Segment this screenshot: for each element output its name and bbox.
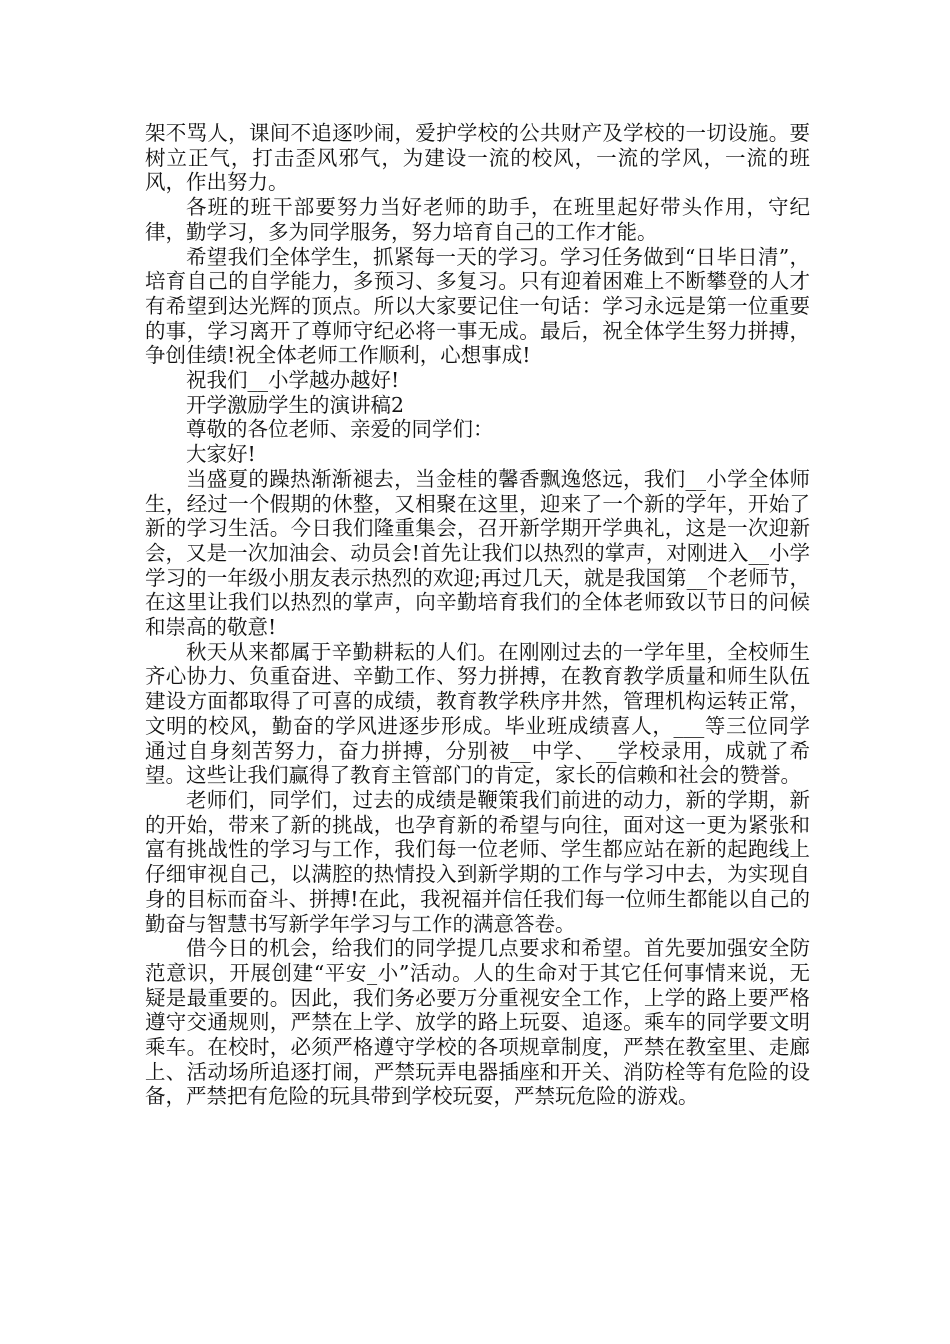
paragraph: 秋天从来都属于辛勤耕耘的人们。在刚刚过去的一学年里，全校师生齐心协力、负重奋进、辛勤工作、努力拼搏，在教育教学质量和师生队伍建设方面都取得了可喜的成绩，教育教学秩序井然，管理机构运转正常，文明的校风，勤奋的学风进逐步形成。毕业班成绩喜人，___等三位同学通过自身刻苦努力，奋力拼搏，分别被__中学、__学校录用，成就了希望。这些让我们赢得了教育主管部门的肯定，家长的信赖和社会的赞誉。	[145, 639, 810, 788]
greeting: 大家好!	[186, 442, 256, 467]
paragraph: 架不骂人，课间不追逐吵闹，爱护学校的公共财产及学校的一切设施。要树立正气，打击歪风邪气，为建设一流的校风，一流的学风，一流的班风，作出努力。	[145, 121, 810, 195]
paragraph: 老师们，同学们，过去的成绩是鞭策我们前进的动力，新的学期，新的开始，带来了新的挑战，也孕育新的希望与向往，面对这一更为紧张和富有挑战性的学习与工作，我们每一位老师、学生都应站在新的起跑线上仔细审视自己，以满腔的热情投入到新学期的工作与学习中去，为实现自身的目标而奋斗、拼搏!在此，我祝福并信任我们每一位师生都能以自己的勤奋与智慧书写新学年学习与工作的满意答卷。	[145, 787, 810, 936]
salutation: 尊敬的各位老师、亲爱的同学们：	[186, 417, 494, 442]
paragraph: 当盛夏的躁热渐渐褪去，当金桂的馨香飘逸悠远，我们__小学全体师生，经过一个假期的休整，又相聚在这里，迎来了一个新的学年，开始了新的学习生活。今日我们隆重集会，召开新学期开学典礼，这是一次迎新会，又是一次加油会、动员会!首先让我们以热烈的掌声，对刚进入__小学学习的一年级小朋友表示热烈的欢迎;再过几天，就是我国第__个老师节，在这里让我们以热烈的掌声，向辛勤培育我们的全体老师致以节日的问候和崇高的敬意!	[145, 466, 810, 640]
paragraph: 各班的班干部要努力当好老师的助手，在班里起好带头作用，守纪律，勤学习，多为同学服务，努力培育自己的工作才能。	[145, 195, 810, 244]
document-body	[145, 121, 810, 1109]
paragraph: 借今日的机会，给我们的同学提几点要求和希望。首先要加强安全防范意识，开展创建“平安_小”活动。人的生命对于其它任何事情来说，无疑是最重要的。因此，我们务必要万分重视安全工作，上学的路上要严格遵守交通规则，严禁在上学、放学的路上玩耍、追逐。乘车的同学要文明乘车。在校时，必须严格遵守学校的各项规章制度，严禁在教室里、走廊上、活动场所追逐打闹，严禁玩弄电器插座和开关、消防栓等有危险的设备，严禁把有危险的玩具带到学校玩耍，严禁玩危险的游戏。	[145, 936, 810, 1109]
paragraph: 希望我们全体学生，抓紧每一天的学习。学习任务做到“日毕日清”，培育自己的自学能力，多预习、多复习。只有迎着困难上不断攀登的人才有希望到达光辉的顶点。所以大家要记住一句话：学习永远是第一位重要的事，学习离开了尊师守纪必将一事无成。最后，祝全体学生努力拼搏，争创佳绩!祝全体老师工作顺利，心想事成!	[145, 244, 810, 368]
paragraph: 祝我们__小学越办越好!	[186, 368, 400, 393]
section-heading: 开学激励学生的演讲稿2	[186, 392, 405, 417]
